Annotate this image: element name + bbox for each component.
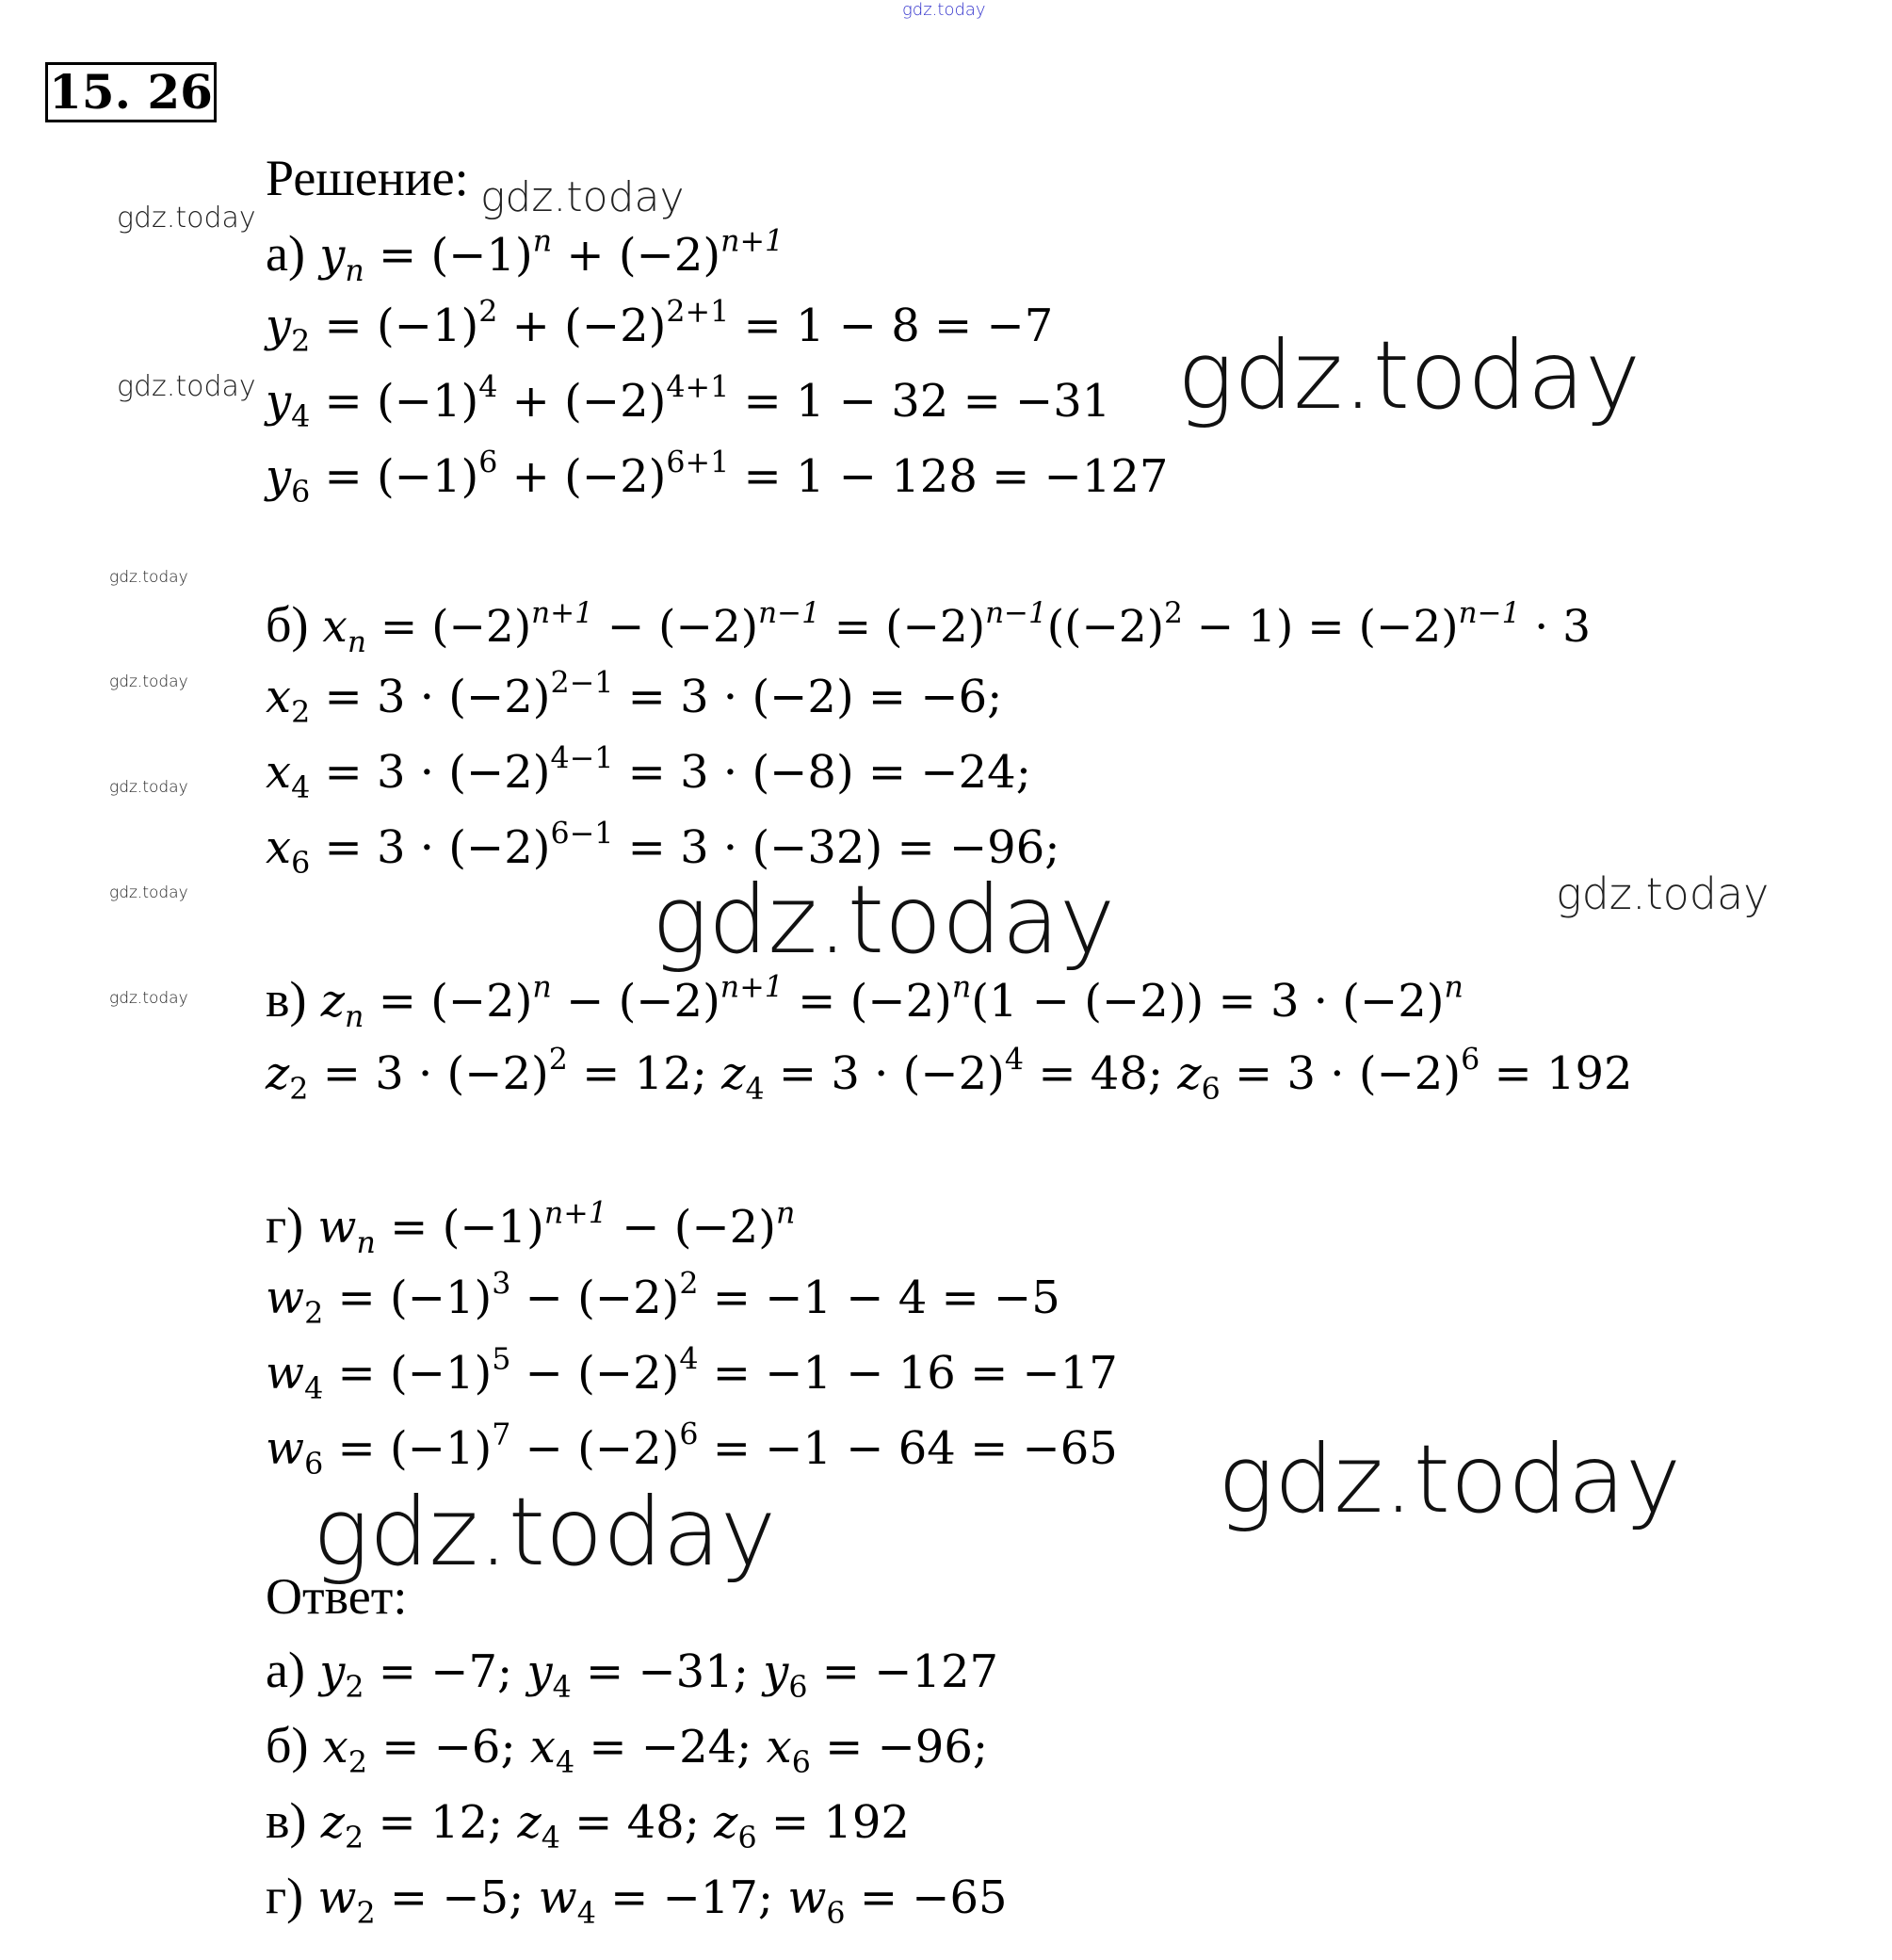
answer-a: а) $y_2 = -7$; $y_4 = -31$; $y_6 = -127$ <box>266 1642 999 1706</box>
eq-a-y6: $y_6 = (-1)^6 + (-2)^{6+1} = 1 - 128 = -127$ <box>266 445 1169 510</box>
eq-g-w6: $w_6 = (-1)^7 - (-2)^6 = -1 - 64 = -65$ <box>266 1417 1118 1482</box>
part-label-b: б) <box>266 596 309 653</box>
answer-b: б) $x_2 = -6$; $x_4 = -24$; $x_6 = -96$; <box>266 1717 989 1781</box>
watermark: gdz.today <box>109 778 188 797</box>
watermark: gdz.today <box>117 370 256 403</box>
watermark: gdz.today <box>109 568 188 587</box>
part-label-g: г) <box>266 1197 304 1254</box>
watermark: gdz.today <box>1218 1424 1682 1534</box>
eq-a-y2: $y_2 = (-1)^2 + (-2)^{2+1} = 1 - 8 = -7$ <box>266 295 1054 360</box>
watermark-top: gdz.today <box>902 0 986 20</box>
watermark: gdz.today <box>652 865 1116 975</box>
watermark: gdz.today <box>313 1477 777 1587</box>
eq-g-formula: г) $w_n = (-1)^{n+1} - (-2)^n$ <box>266 1196 796 1261</box>
part-label-a: а) <box>266 225 305 282</box>
eq-g-w4: $w_4 = (-1)^5 - (-2)^4 = -1 - 16 = -17$ <box>266 1342 1118 1407</box>
watermark: gdz.today <box>109 989 188 1008</box>
answer-label: Ответ: <box>266 1568 408 1625</box>
watermark: gdz.today <box>109 883 188 902</box>
solution-label: Решение: <box>266 150 469 206</box>
eq-v-values: $z_2 = 3 \cdot (-2)^2 = 12$; $z_4 = 3 \cdot (-2)^4 = 48$; $z_6 = 3 \cdot (-2)^6 = 192$ <box>266 1043 1633 1108</box>
eq-a-formula: а) $y_n = (-1)^n + (-2)^{n+1}$ <box>266 224 784 289</box>
eq-b-x4: $x_4 = 3 \cdot (-2)^{4-1} = 3 \cdot (-8) = -24$; <box>266 741 1031 806</box>
watermark: gdz.today <box>117 202 256 235</box>
problem-number-box: 15. 26 <box>45 62 217 122</box>
answer-v: в) $z_2 = 12$; $z_4 = 48$; $z_6 = 192$ <box>266 1792 910 1856</box>
answer-g: г) $w_2 = -5$; $w_4 = -17$; $w_6 = -65$ <box>266 1868 1008 1932</box>
watermark: gdz.today <box>1556 868 1770 919</box>
eq-v-formula: в) $z_n = (-2)^n - (-2)^{n+1} = (-2)^n(1 - (-2)) = 3 \cdot (-2)^n$ <box>266 970 1463 1035</box>
watermark: gdz.today <box>480 173 685 221</box>
eq-a-y4: $y_4 = (-1)^4 + (-2)^{4+1} = 1 - 32 = -31$ <box>266 370 1111 435</box>
eq-g-w2: $w_2 = (-1)^3 - (-2)^2 = -1 - 4 = -5$ <box>266 1267 1060 1332</box>
watermark: gdz.today <box>109 672 188 691</box>
part-label-v: в) <box>266 971 307 1028</box>
watermark: gdz.today <box>1177 320 1641 430</box>
eq-b-x6: $x_6 = 3 \cdot (-2)^{6-1} = 3 \cdot (-32) = -96$; <box>266 817 1060 882</box>
eq-b-x2: $x_2 = 3 \cdot (-2)^{2-1} = 3 \cdot (-2) = -6$; <box>266 666 1003 731</box>
eq-b-formula: б) $x_n = (-2)^{n+1} - (-2)^{n-1} = (-2)^{n-1}((-2)^2 - 1) = (-2)^{n-1} \cdot 3$ <box>266 595 1592 659</box>
